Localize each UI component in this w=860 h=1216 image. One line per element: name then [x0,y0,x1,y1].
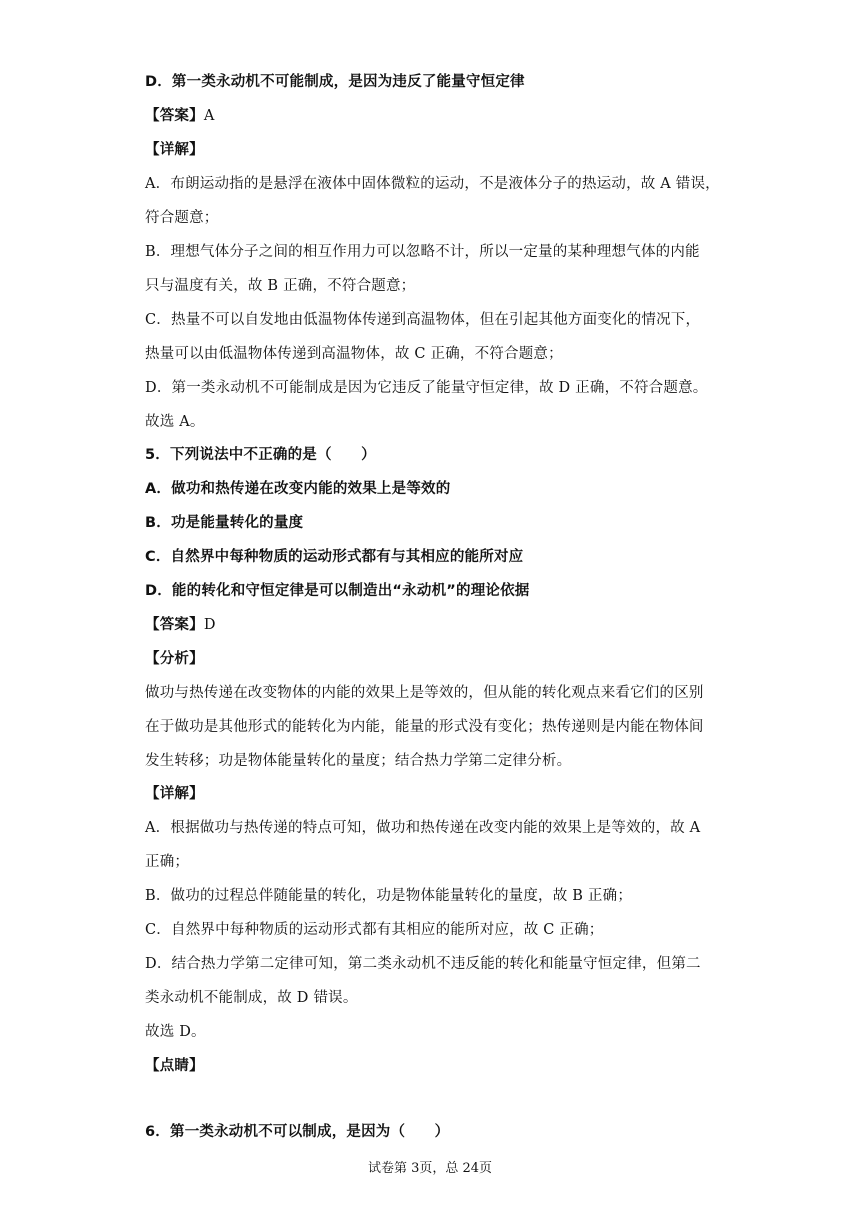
q5-option-b: B．功是能量转化的量度 [145,515,304,531]
q6-stem: 6．第一类永动机不可以制成，是因为（ ） [145,1124,450,1140]
q4-detail-c-line1: C．热量不可以自发地由低温物体传递到高温物体，但在引起其他方面变化的情况下， [145,312,701,328]
q5-comment-tag: 【点睛】 [145,1058,204,1074]
q5-detail-a-line2: 正确； [145,854,190,870]
q5-detail-c: C．自然界中每种物质的运动形式都有其相应的能所对应，故 C 正确； [145,922,604,938]
q5-detail-d-line1: D．结合热力学第二定律可知，第二类永动机不违反能的转化和能量守恒定律，但第二 [145,956,701,972]
page-footer: 试卷第 3页，总 24页 [367,1161,493,1176]
q5-stem: 5．下列说法中不正确的是（ ） [145,447,376,463]
q5-analysis-line3: 发生转移；功是物体能量转化的量度；结合热力学第二定律分析。 [145,753,572,769]
q5-option-d: D．能的转化和守恒定律是可以制造出“永动机”的理论依据 [145,583,530,599]
q4-detail-c-line2: 热量可以由低温物体传递到高温物体，故 C 正确，不符合题意； [145,346,563,362]
q5-analysis-line1: 做功与热传递在改变物体的内能的效果上是等效的，但从能的转化观点来看它们的区别 [145,685,704,701]
answer-tag: 【答案】 [145,108,204,124]
q5-answer [145,615,725,635]
q4-detail-a-line1: A．布朗运动指的是悬浮在液体中固体微粒的运动，不是液体分子的热运动，故 A 错误， [145,176,720,192]
q5-conclusion: 故选 D。 [145,1024,206,1040]
answer-value: D [203,617,216,633]
q5-analysis-line2: 在于做功是其他形式的能转化为内能，能量的形式没有变化；热传递则是内能在物体间 [145,719,704,735]
q4-conclusion: 故选 A。 [145,414,205,430]
answer-tag: 【答案】 [145,617,204,633]
q4-detail-b-line2: 只与温度有关，故 B 正确，不符合题意； [145,278,416,294]
q4-detail-d: D．第一类永动机不可能制成是因为它违反了能量守恒定律，故 D 正确，不符合题意。 [145,380,708,396]
q5-detail-b: B．做功的过程总伴随能量的转化，功是物体能量转化的量度，故 B 正确； [145,888,633,904]
q4-detail-a-line2: 符合题意； [145,210,219,226]
q5-detail-tag: 【详解】 [145,786,204,802]
q5-analysis-tag: 【分析】 [145,651,204,667]
q4-answer [145,106,725,126]
q4-detail-tag: 【详解】 [145,142,204,158]
q4-detail-b-line1: B．理想气体分子之间的相互作用力可以忽略不计，所以一定量的某种理想气体的内能 [145,244,700,260]
q5-option-c: C．自然界中每种物质的运动形式都有与其相应的能所对应 [145,549,524,565]
q4-option-d: D．第一类永动机不可能制成，是因为违反了能量守恒定律 [145,74,525,90]
q5-detail-d-line2: 类永动机不能制成，故 D 错误。 [145,990,358,1006]
answer-value: A [203,108,215,124]
q5-option-a: A．做功和热传递在改变内能的效果上是等效的 [145,481,451,497]
q5-detail-a-line1: A．根据做功与热传递的特点可知，做功和热传递在改变内能的效果上是等效的，故 A [145,820,701,836]
